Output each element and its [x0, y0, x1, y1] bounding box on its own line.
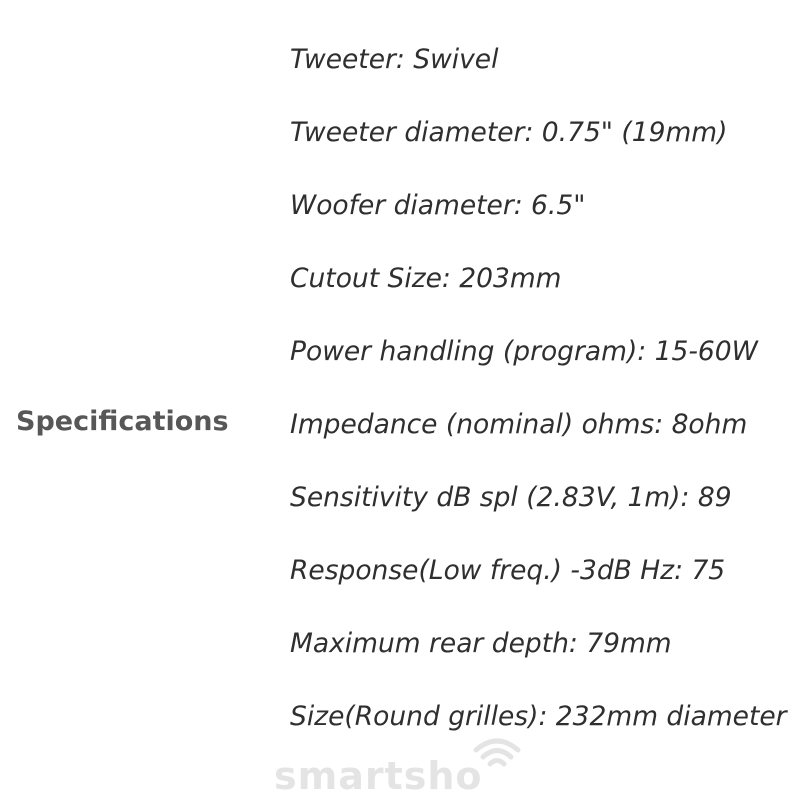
spec-item-woofer-diameter: Woofer diameter: 6.5": [290, 190, 586, 221]
section-label: Specifications: [16, 406, 229, 437]
spec-item-cutout-size: Cutout Size: 203mm: [290, 263, 562, 294]
spec-item-rear-depth: Maximum rear depth: 79mm: [290, 628, 672, 659]
spec-item-response: Response(Low freq.) -3dB Hz: 75: [290, 555, 726, 586]
spec-list: [290, 40, 795, 770]
spec-item-impedance: Impedance (nominal) ohms: 8ohm: [290, 409, 748, 440]
spec-item-size: Size(Round grilles): 232mm diameter: [290, 701, 787, 732]
watermark: [274, 744, 534, 800]
watermark-text: smartsho: [274, 754, 483, 798]
spec-item-power-handling: Power handling (program): 15-60W: [290, 336, 758, 367]
wifi-icon: [472, 736, 522, 770]
spec-item-tweeter: Tweeter: Swivel: [290, 44, 499, 75]
spec-item-tweeter-diameter: Tweeter diameter: 0.75" (19mm): [290, 117, 728, 148]
spec-item-sensitivity: Sensitivity dB spl (2.83V, 1m): 89: [290, 482, 732, 513]
